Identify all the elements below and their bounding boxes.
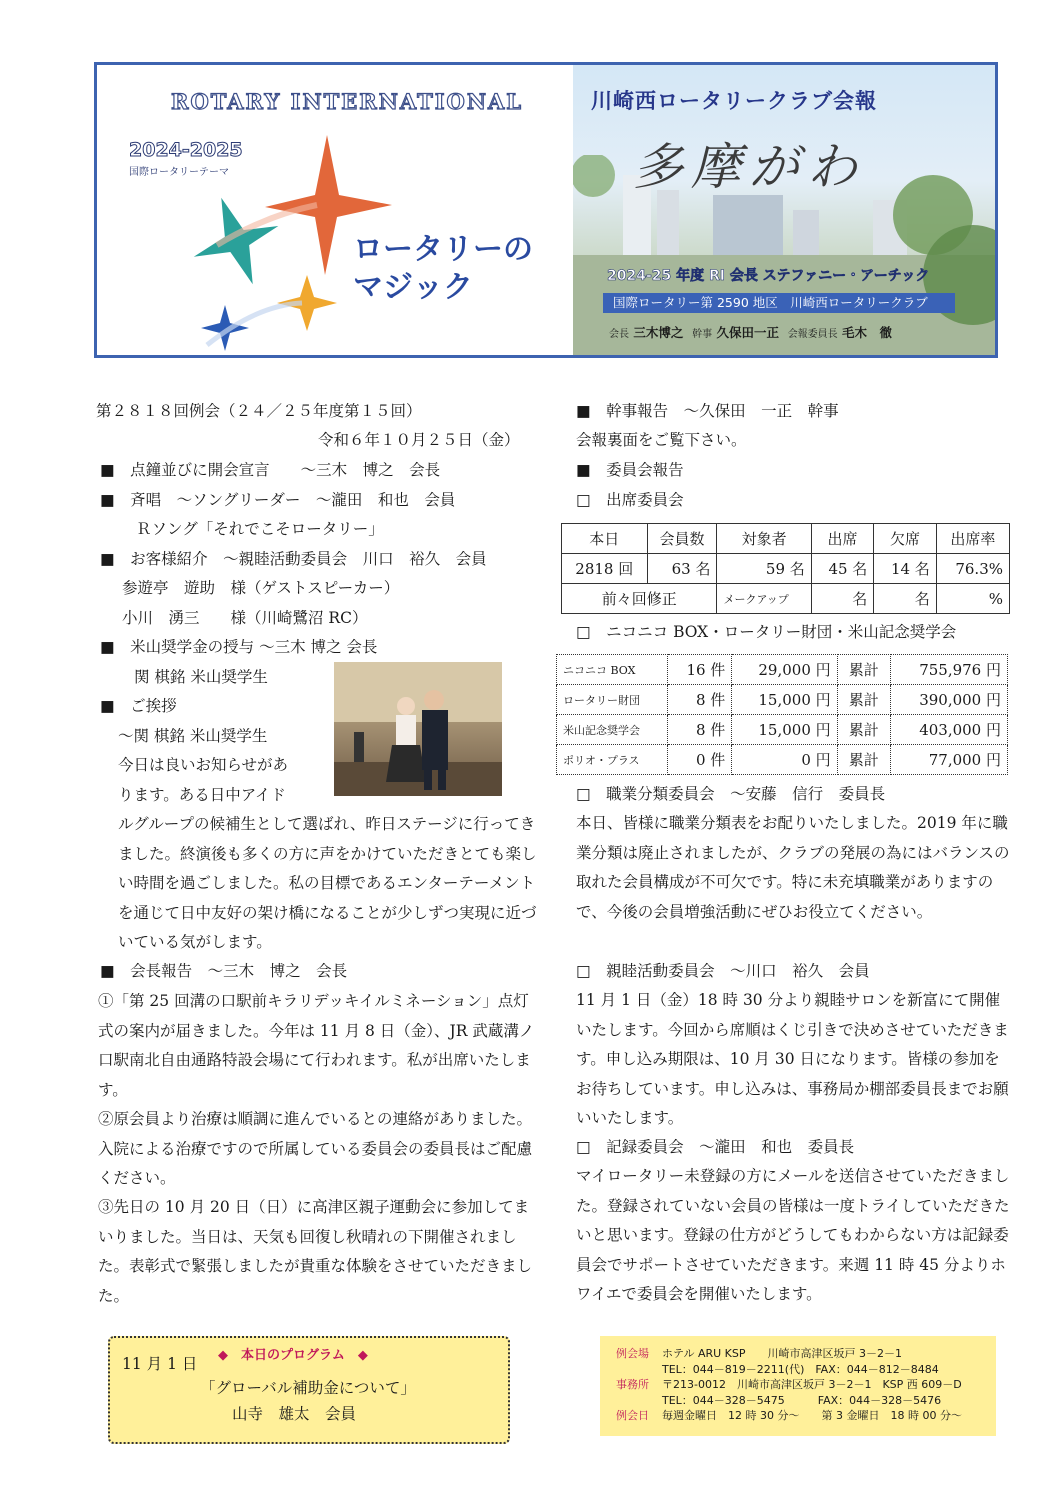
president-name: 三木博之 [633,325,684,340]
ri-title: ROTARY INTERNATIONAL [171,89,524,114]
secretary-name: 久保田一正 [716,325,779,340]
meeting-date: 令和６年１０月２５日（金） [318,431,520,449]
table-cell: % [936,584,1009,614]
meeting-day: 毎週金曜日 12 時 30 分～ 第 3 金曜日 18 時 00 分～ [662,1409,962,1422]
table-cell: 名 [811,584,874,614]
meeting-number: 第２８１８回例会（２４／２５年度第１５回） [96,402,422,420]
table-cell: 29,000 円 [732,655,837,685]
theme-year: 2024-2025 [129,139,243,161]
venue-label: 例会場 [616,1347,649,1360]
program-speaker: 山寺 雄太 会員 [232,1405,357,1423]
fellowship-text: 11 月 1 日（金）18 時 30 分より親睦サロンを新富にて開催いたします。今回から席順はくじ引きで決めさせていただきます。申し込み期限は、10 月 30 日になります。皆様の参加をお待ちしています。申し込みは、事務局か棚部委員長までお願いいたします。 [576,991,1009,1127]
table-cell: 累計 [837,685,890,715]
vocational-text: 本日、皆様に職業分類表をお配りいたしました。2019 年に職業分類は廃止されましたが、クラブの発展の為にはバランスの取れた会員構成が不可欠です。特に未充填職業がありますので、今後の会員増強活動にぜひお役立てください。 [576,814,1010,921]
president-report-1: ①「第 25 回溝の口駅前キラリデッキイルミネーション」点灯式の案内が届きました。今年は 11 月 8 日（金）、JR 武蔵溝ノ口駅南北自由通路特設会場にて行われます。私が出席いたします。 [98,992,535,1099]
table-cell: 2818 回 [562,554,648,584]
theme-subtitle: 国際ロータリーテーマ [129,167,229,178]
president-label: 会長 [609,329,629,340]
attendance-heading: □ 出席委員会 [576,491,684,509]
table-cell: 欠席 [874,524,937,554]
records-text: マイロータリー未登録の方にメールを送信させていただきました。登録されていない会員の皆様は一度トライしていただきたいと思います。登録の仕方がどうしてもわからない方は記録委員会でサポートさせていただきます。来週 11 時 45 分よりホワイエで委員会を開催いたします。 [576,1167,1010,1303]
secretary-report-text: 会報裏面をご覧下さい。 [576,431,747,449]
scholarship-item: ■ 米山奨学金の授与 ～三木 博之 会長 [100,638,378,656]
table-cell: 403,000 円 [890,715,1007,745]
table-row [562,524,1010,554]
committee-heading: ■ 委員会報告 [576,461,684,479]
venue-address: ホテル ARU KSP 川崎市高津区坂戸 3－2－1 [662,1347,902,1360]
table-cell: 0 円 [732,745,837,775]
greeting-line-2: ります。ある日中アイド [118,786,286,804]
table-cell: 16 件 [668,655,732,685]
guest-1: 参遊亭 遊助 様（ゲストスピーカー） [122,579,400,597]
editor-label: 会報委員長 [787,329,838,340]
today-program-box [108,1336,510,1444]
donation-heading: □ ニコニコ BOX・ロータリー財団・米山記念奨学会 [576,623,957,641]
table-cell: 米山記念奨学会 [557,715,668,745]
table-cell: 755,976 円 [890,655,1007,685]
vocational-heading: □ 職業分類委員会 ～安藤 信行 委員長 [576,785,886,803]
table-cell: 出席 [811,524,874,554]
president-report-heading: ■ 会長報告 ～三木 博之 会長 [100,962,348,980]
theme-line-1: ロータリーの [353,232,533,267]
club-newsletter-title: 川崎西ロータリークラブ会報 [591,89,877,113]
table-cell: メークアップ [717,584,811,614]
table-cell: 59 名 [717,554,811,584]
table-cell: 15,000 円 [732,685,837,715]
greeting-text: ルグループの候補生として選ばれ、昨日ステージに行ってきました。終演後も多くの方に声をかけていただきとても楽しい時間を過ごしました。私の目標であるエンターテーメントを通じて日中友好の架け橋になることが少しずつ実現に近づいている気がします。 [118,815,537,951]
table-cell: 15,000 円 [732,715,837,745]
secretary-label: 幹事 [692,329,713,340]
attendance-table [561,523,1010,614]
theme-line-2: マジック [353,270,473,305]
song-title: Ｒソング「それでこそロータリー」 [136,520,384,538]
meeting-day-label: 例会日 [616,1409,649,1422]
president-report-2: ②原会員より治療は順調に進んでいるとの連絡がありました。入院による治療ですので所属している委員会の委員長はご配慮ください。 [98,1110,533,1187]
table-cell: 8 件 [668,685,732,715]
greeting-item: ■ ご挨拶 [100,697,177,715]
club-banner [573,65,995,355]
program-topic: 「グローバル補助金について」 [200,1379,416,1397]
table-row [562,584,1010,614]
opening-item: ■ 点鐘並びに開会宣言 ～三木 博之 会長 [100,461,441,479]
theme-title [353,231,533,307]
table-cell: 76.3% [936,554,1009,584]
table-cell: 対象者 [717,524,811,554]
song-item: ■ 斉唱 ～ソングリーダー ～瀧田 和也 会員 [100,491,456,509]
table-row [557,655,1008,685]
program-title: ◆ 本日のプログラム ◆ [218,1348,368,1363]
table-cell: 前々回修正 [562,584,717,614]
program-date: 11 月 1 日 [122,1355,198,1373]
table-cell: 14 名 [874,554,937,584]
guest-intro-item: ■ お客様紹介 ～親睦活動委員会 川口 裕久 会員 [100,550,487,568]
table-row [557,685,1008,715]
district-bar: 国際ロータリー第 2590 地区 川崎西ロータリークラブ [603,293,955,313]
masthead [94,62,998,358]
ri-president: 2024-25 年度 RI 会長 ステファニー・アーチック [607,268,930,284]
club-info-box [600,1336,996,1436]
table-cell: 0 件 [668,745,732,775]
records-heading: □ 記録委員会 ～瀧田 和也 委員長 [576,1138,855,1156]
scholar-name: 関 棋銘 米山奨学生 [134,668,268,686]
table-row [557,745,1008,775]
table-cell: ポリオ・プラス [557,745,668,775]
table-cell: ロータリー財団 [557,685,668,715]
table-cell: 累計 [837,655,890,685]
table-cell: 名 [874,584,937,614]
table-cell: 8 件 [668,715,732,745]
table-cell: 会員数 [647,524,717,554]
table-row [562,554,1010,584]
table-cell: 出席率 [936,524,1009,554]
office-label: 事務所 [616,1378,649,1391]
table-cell: 累計 [837,745,890,775]
ri-theme-panel [97,65,573,355]
officers-line [609,323,892,341]
greeting-line-1: 今日は良いお知らせがあ [118,756,289,774]
table-row [557,715,1008,745]
table-cell: 63 名 [647,554,717,584]
table-cell: 390,000 円 [890,685,1007,715]
editor-name: 毛木 徹 [842,325,893,340]
secretary-report-heading: ■ 幹事報告 ～久保田 一正 幹事 [576,402,839,420]
publication-name: 多摩がわ [633,138,865,196]
office-phone: TEL：044－328－5475 FAX：044－328－5476 [662,1393,942,1407]
office-address: 〒213-0012 川崎市高津区坂戸 3－2－1 KSP 西 609－D [662,1378,962,1391]
table-cell: 累計 [837,715,890,745]
table-cell: 45 名 [811,554,874,584]
venue-phone: TEL：044－819－2211(代) FAX：044－812－8484 [662,1362,939,1376]
greeting-speaker: ～関 棋銘 米山奨学生 [118,727,268,745]
guest-2: 小川 湧三 様（川崎鷺沼 RC） [122,609,368,627]
table-cell: 77,000 円 [890,745,1007,775]
president-report-3: ③先日の 10 月 20 日（日）に高津区親子運動会に参加してまいりました。当日は、天気も回復し秋晴れの下開催されました。表彰式で緊張しましたが貴重な体験をさせていただきました。 [98,1198,533,1305]
fellowship-heading: □ 親睦活動委員会 ～川口 裕久 会員 [576,962,870,980]
scholarship-photo [334,662,502,796]
table-cell: 本日 [562,524,648,554]
table-cell: ニコニコ BOX [557,655,668,685]
donation-table [556,654,1008,775]
